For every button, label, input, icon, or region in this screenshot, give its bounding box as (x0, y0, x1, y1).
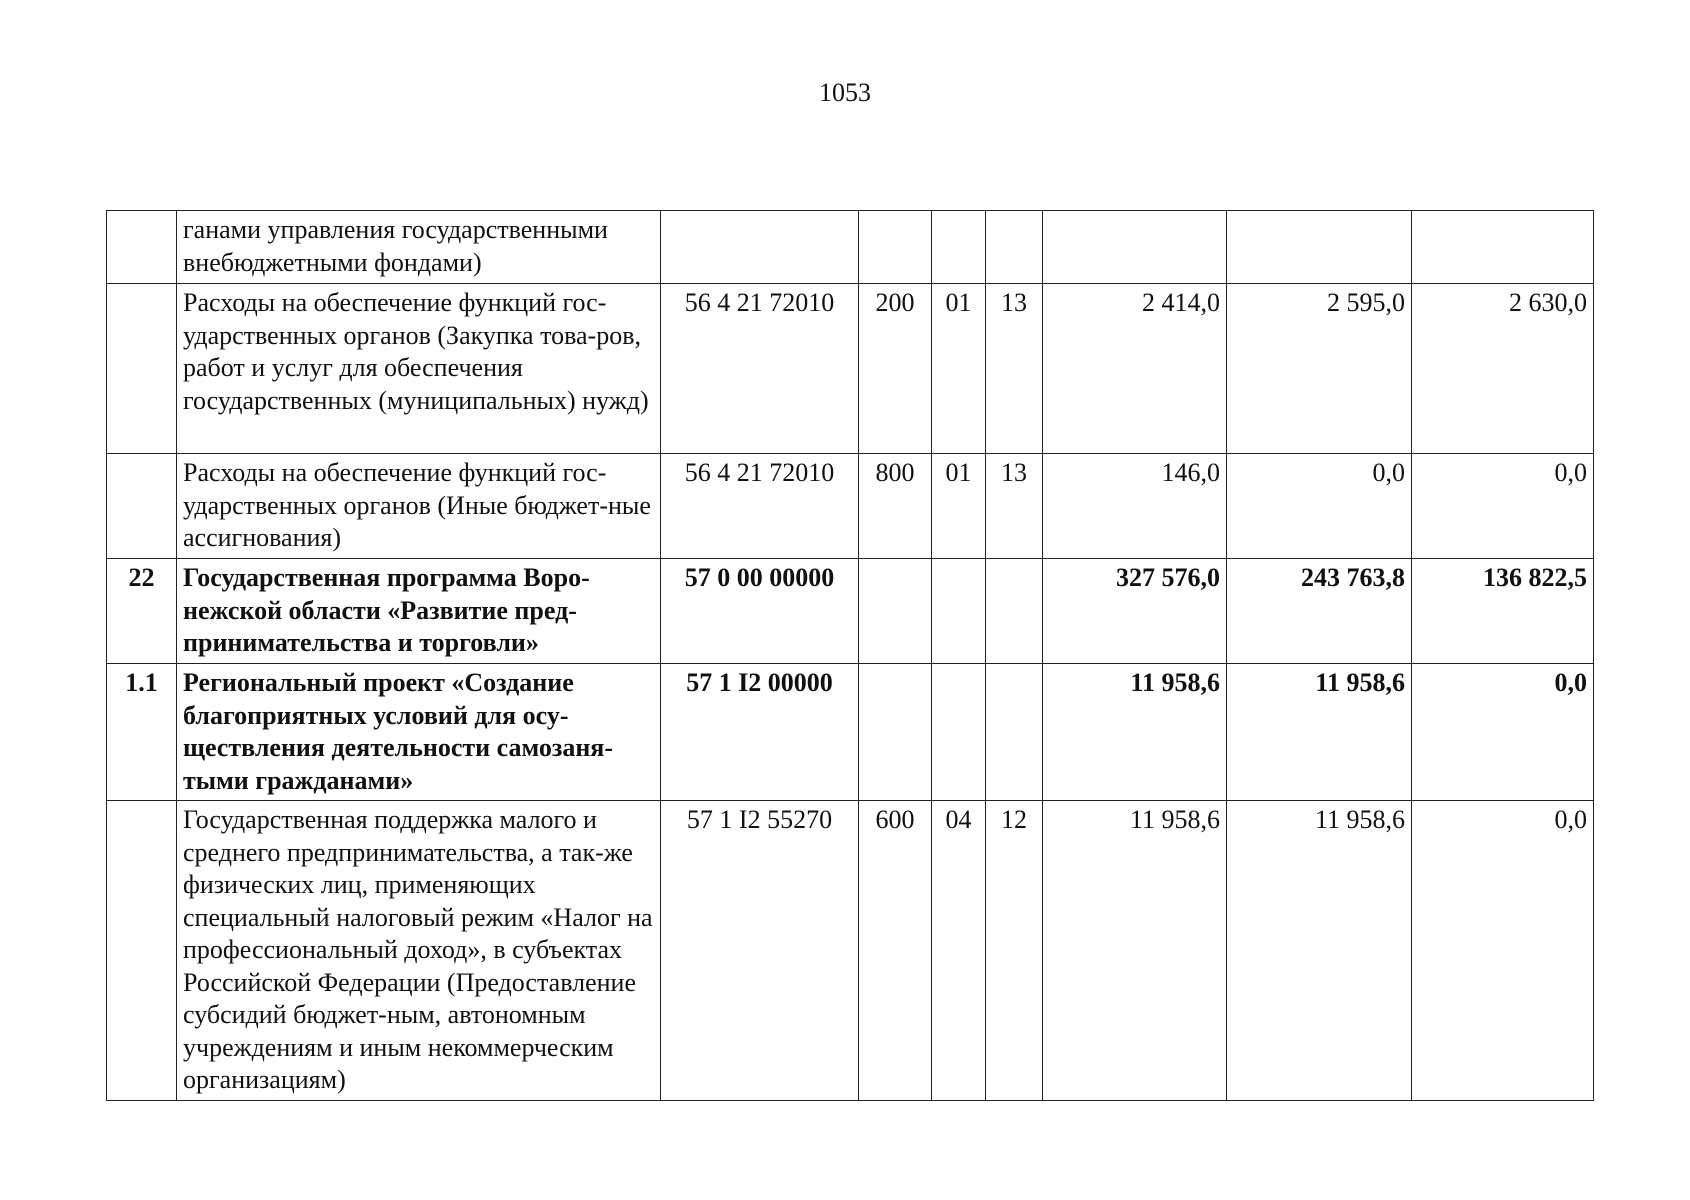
section-code: 04 (932, 801, 986, 1101)
row-number: 22 (107, 559, 177, 664)
amount-year-1: 146,0 (1043, 454, 1227, 559)
subsection-code (986, 559, 1043, 664)
target-article-code: 57 1 I2 00000 (661, 664, 859, 801)
target-article-code: 57 1 I2 55270 (661, 801, 859, 1101)
page-number: 1053 (819, 78, 871, 107)
table-row (107, 284, 1594, 454)
table-row (107, 454, 1594, 559)
target-article-code: 57 0 00 00000 (661, 559, 859, 664)
amount-year-2: 11 958,6 (1227, 801, 1412, 1101)
target-article-code (661, 211, 859, 284)
subsection-code (986, 664, 1043, 801)
amount-year-3: 136 822,5 (1412, 559, 1594, 664)
amount-year-1: 327 576,0 (1043, 559, 1227, 664)
target-article-code: 56 4 21 72010 (661, 284, 859, 454)
amount-year-1: 11 958,6 (1043, 664, 1227, 801)
amount-year-2: 243 763,8 (1227, 559, 1412, 664)
table-row (107, 664, 1594, 801)
expense-type-code: 200 (859, 284, 932, 454)
expense-type-code: 600 (859, 801, 932, 1101)
row-description: Государственная программа Воро-нежской области «Развитие пред-принимательства и торговли» (177, 559, 661, 664)
row-number (107, 454, 177, 559)
row-description: ганами управления государственными внебюджетными фондами) (177, 211, 661, 284)
row-description: Расходы на обеспечение функций гос-ударственных органов (Иные бюджет-ные ассигнования) (177, 454, 661, 559)
row-description: Региональный проект «Создание благоприятных условий для осу-ществления деятельности самозаня-тыми гражданами» (177, 664, 661, 801)
subsection-code (986, 211, 1043, 284)
subsection-code: 12 (986, 801, 1043, 1101)
amount-year-1 (1043, 211, 1227, 284)
amount-year-3: 0,0 (1412, 801, 1594, 1101)
amount-year-2 (1227, 211, 1412, 284)
expense-type-code: 800 (859, 454, 932, 559)
row-number (107, 284, 177, 454)
row-description: Государственная поддержка малого и среднего предпринимательства, а так-же физических лиц, применяющих специальный налоговый режим «Налог на профессиональный доход», в субъектах Российской Федерации (Предоставление субсидий бюджет-ным, автономным учреждениям и иным некоммерческим организациям) (177, 801, 661, 1101)
section-code (932, 664, 986, 801)
amount-year-3: 2 630,0 (1412, 284, 1594, 454)
amount-year-3: 0,0 (1412, 454, 1594, 559)
amount-year-3 (1412, 211, 1594, 284)
table-row (107, 801, 1594, 1101)
row-description: Расходы на обеспечение функций гос-ударственных органов (Закупка това-ров, работ и услуг для обеспечения государственных (муниципальных) нужд) (177, 284, 661, 454)
amount-year-1: 11 958,6 (1043, 801, 1227, 1101)
row-number (107, 211, 177, 284)
section-code (932, 211, 986, 284)
subsection-code: 13 (986, 454, 1043, 559)
section-code: 01 (932, 284, 986, 454)
amount-year-2: 2 595,0 (1227, 284, 1412, 454)
amount-year-3: 0,0 (1412, 664, 1594, 801)
amount-year-2: 11 958,6 (1227, 664, 1412, 801)
amount-year-2: 0,0 (1227, 454, 1412, 559)
amount-year-1: 2 414,0 (1043, 284, 1227, 454)
section-code: 01 (932, 454, 986, 559)
table-row (107, 559, 1594, 664)
row-number (107, 801, 177, 1101)
expense-type-code (859, 559, 932, 664)
section-code (932, 559, 986, 664)
budget-table (106, 210, 1594, 1101)
row-number: 1.1 (107, 664, 177, 801)
expense-type-code (859, 664, 932, 801)
table-row (107, 211, 1594, 284)
subsection-code: 13 (986, 284, 1043, 454)
target-article-code: 56 4 21 72010 (661, 454, 859, 559)
expense-type-code (859, 211, 932, 284)
